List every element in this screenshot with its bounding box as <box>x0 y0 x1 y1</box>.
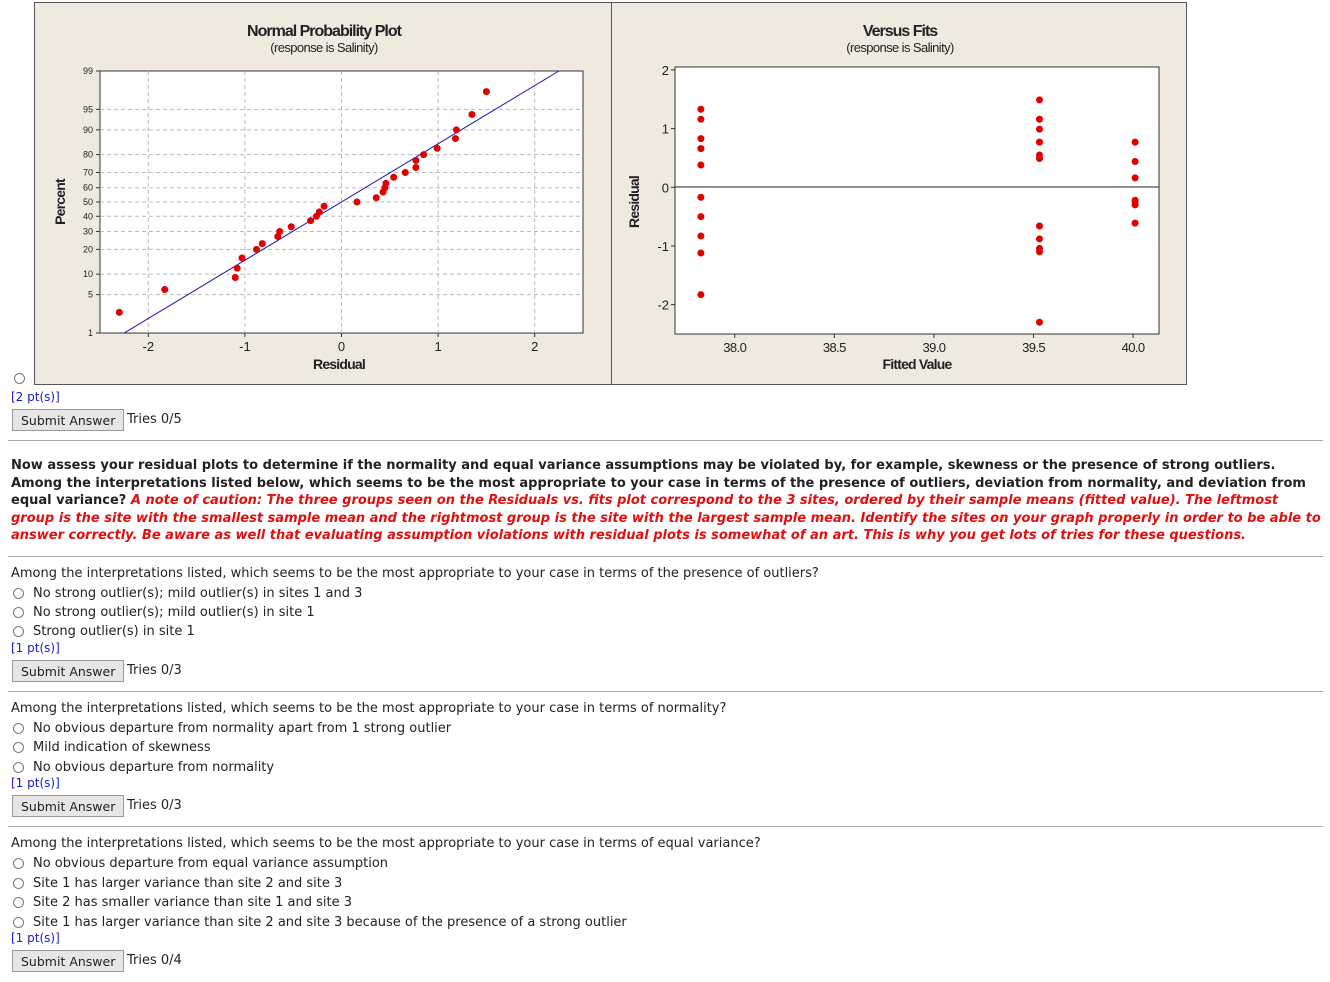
option-label: No obvious departure from normality apart from 1 strong outlier <box>33 720 452 736</box>
submit-answer-button[interactable]: Submit Answer <box>12 409 124 431</box>
normal-data-point <box>402 169 409 176</box>
normal-y-tick-label: 20 <box>82 244 93 255</box>
divider <box>8 440 1323 441</box>
radio-button[interactable] <box>13 878 24 889</box>
normal-data-point <box>452 135 459 142</box>
versus-fits-plot <box>612 3 1188 386</box>
fits-data-point <box>1036 235 1043 242</box>
tries-counter: Tries 0/3 <box>127 663 182 678</box>
fits-data-point <box>697 145 704 152</box>
outliers-option-3[interactable] <box>13 622 195 640</box>
fits-plot-title: Versus Fits <box>862 23 938 40</box>
divider <box>8 556 1323 557</box>
fits-data-point <box>1036 155 1043 162</box>
normal-data-point <box>259 240 266 247</box>
normality-option-3[interactable] <box>13 758 274 776</box>
option-label: No strong outlier(s); mild outlier(s) in site 1 <box>33 604 315 620</box>
option-label: Strong outlier(s) in site 1 <box>33 623 195 639</box>
fits-y-tick-label: 1 <box>661 121 669 137</box>
normal-y-tick-label: 30 <box>82 226 93 237</box>
normal-plot-subtitle: (response is Salinity) <box>270 40 378 55</box>
radio-button[interactable] <box>13 607 24 618</box>
normal-data-point <box>234 265 241 272</box>
normality-option-1[interactable] <box>13 719 451 737</box>
instructions-caution: A note of caution: The three groups seen on the Residuals vs. fits plot correspond to the 3 sites, ordered by their sample means (fitted value). The leftmost group is the site with the smallest sample mean and the rightmost group is the site with the largest sample mean. Identify the sites on your graph properly in order to be able to answer correctly. Be aware as well that evaluating assumption violations with residual plots is somewhat of an art. This is why you get lots of tries for these questions. <box>11 493 1321 543</box>
normal-x-tick-label: 2 <box>531 339 539 354</box>
fits-plot-subtitle: (response is Salinity) <box>846 40 954 55</box>
fits-data-point <box>1036 116 1043 123</box>
fits-data-point <box>1132 198 1139 205</box>
normal-y-tick-label: 1 <box>87 328 93 338</box>
option-label: Site 1 has larger variance than site 2 and site 3 because of the presence of a strong outlier <box>33 914 627 930</box>
fits-y-tick-label: -1 <box>657 238 669 254</box>
fits-data-point <box>697 135 704 142</box>
normal-x-tick-label: -1 <box>239 339 251 354</box>
outliers-option-2[interactable] <box>13 603 315 621</box>
instructions <box>11 457 1323 545</box>
fits-data-point <box>1036 248 1043 255</box>
radio-button[interactable] <box>13 626 24 637</box>
normal-y-tick-label: 99 <box>82 66 93 76</box>
points-label: [1 pt(s)] <box>11 931 60 945</box>
fits-data-point <box>1132 174 1139 181</box>
tries-counter: Tries 0/4 <box>127 953 182 968</box>
normal-x-tick-label: 0 <box>337 339 346 354</box>
fits-x-tick-label: 39.5 <box>1022 340 1045 355</box>
outliers-question: Among the interpretations listed, which seems to be the most appropriate to your case in terms of the presence of outliers? <box>11 566 819 581</box>
normal-data-point <box>232 274 239 281</box>
normal-data-point <box>288 223 295 230</box>
option-label: No obvious departure from normality <box>33 759 275 775</box>
fits-data-point <box>697 106 704 113</box>
fits-x-tick-label: 40.0 <box>1121 340 1145 355</box>
fits-data-point <box>697 213 704 220</box>
option-label: Mild indication of skewness <box>33 739 211 755</box>
normality-question: Among the interpretations listed, which seems to be the most appropriate to your case in terms of normality? <box>11 701 727 716</box>
variance-option-2[interactable] <box>13 874 342 892</box>
variance-question: Among the interpretations listed, which seems to be the most appropriate to your case in terms of equal variance? <box>11 836 761 851</box>
variance-submit-button[interactable]: Submit Answer <box>12 950 124 972</box>
radio-button[interactable] <box>13 588 24 599</box>
normal-probability-plot <box>35 3 613 386</box>
normal-data-point <box>373 194 380 201</box>
fits-data-point <box>1036 319 1043 326</box>
fits-x-tick-label: 39.0 <box>922 340 946 355</box>
normal-y-tick-label: 50 <box>82 197 93 207</box>
normal-y-tick-label: 70 <box>82 167 93 178</box>
normal-plot-title: Normal Probability Plot <box>247 23 401 40</box>
radio-button[interactable] <box>13 742 24 753</box>
outliers-submit-button[interactable]: Submit Answer <box>12 660 124 682</box>
normal-data-point <box>390 174 397 181</box>
normal-y-tick-label: 95 <box>82 104 93 115</box>
plot-answer-radio[interactable] <box>14 373 25 384</box>
normal-data-point <box>307 217 314 224</box>
normal-data-point <box>316 208 323 215</box>
normal-data-point <box>239 254 246 261</box>
points-label: [1 pt(s)] <box>11 641 60 655</box>
normal-data-point <box>412 164 419 171</box>
fits-data-point <box>1036 139 1043 146</box>
normal-data-point <box>483 88 490 95</box>
normal-data-point <box>353 199 360 206</box>
outliers-option-1[interactable] <box>13 584 362 602</box>
option-label: Site 2 has smaller variance than site 1 and site 3 <box>33 894 352 910</box>
normal-plot-xlabel: Residual <box>313 356 365 372</box>
radio-button[interactable] <box>13 858 24 869</box>
instructions-main: Now assess your residual plots to determine if the normality and equal variance assumptions may be violated by, for example, skewness or the presence of strong outliers. Among the interpretations listed below, which seems to be the most appropriate to your case in terms of the presence of outliers, deviation from normality, and deviation from equal variance? <box>11 458 1306 508</box>
normal-y-tick-label: 60 <box>82 182 93 193</box>
fits-data-point <box>697 250 704 257</box>
tries-counter: Tries 0/5 <box>127 412 182 427</box>
variance-option-3[interactable] <box>13 893 352 911</box>
radio-button[interactable] <box>13 917 24 928</box>
fits-data-point <box>1036 126 1043 133</box>
fits-y-tick-label: 0 <box>661 180 669 196</box>
normal-y-tick-label: 80 <box>82 149 93 160</box>
radio-button[interactable] <box>13 897 24 908</box>
normal-data-point <box>116 309 123 316</box>
option-label: No strong outlier(s); mild outlier(s) in sites 1 and 3 <box>33 585 363 601</box>
fits-y-tick-label: 2 <box>661 62 669 78</box>
fits-data-point <box>1132 220 1139 227</box>
normal-y-tick-label: 5 <box>87 289 93 300</box>
normal-y-tick-label: 10 <box>82 269 93 280</box>
points-label: [1 pt(s)] <box>11 776 60 790</box>
normal-probability-plot-panel <box>34 2 612 385</box>
normal-x-tick-label: -2 <box>142 339 155 354</box>
fits-data-point <box>697 194 704 201</box>
option-label: No obvious departure from equal variance assumption <box>33 855 389 871</box>
normal-data-point <box>453 126 460 133</box>
points-label: [2 pt(s)] <box>11 390 60 404</box>
normal-x-tick-label: 1 <box>434 339 442 354</box>
fits-data-point <box>697 291 704 298</box>
fits-y-tick-label: -2 <box>657 297 669 313</box>
fits-plot-xlabel: Fitted Value <box>882 356 952 372</box>
normal-data-point <box>420 151 427 158</box>
normal-data-point <box>434 145 441 152</box>
normal-data-point <box>468 111 475 118</box>
fits-data-point <box>697 161 704 168</box>
variance-option-4[interactable] <box>13 913 627 931</box>
tries-counter: Tries 0/3 <box>127 798 182 813</box>
fits-data-point <box>1132 139 1139 146</box>
normal-data-point <box>253 246 260 253</box>
normal-data-point <box>321 203 328 210</box>
versus-fits-plot-panel <box>611 2 1187 385</box>
fits-data-point <box>1036 223 1043 230</box>
normal-data-point <box>161 286 168 293</box>
fits-data-point <box>1036 96 1043 103</box>
variance-option-1[interactable] <box>13 854 388 872</box>
option-label: Site 1 has larger variance than site 2 and site 3 <box>33 875 343 891</box>
normality-submit-button[interactable]: Submit Answer <box>12 795 124 817</box>
normal-data-point <box>276 228 283 235</box>
divider <box>8 691 1323 692</box>
normal-data-point <box>412 157 419 164</box>
fits-plot-area <box>675 67 1159 334</box>
fits-x-tick-label: 38.0 <box>723 340 747 355</box>
normal-data-point <box>382 180 389 187</box>
fits-plot-ylabel: Residual <box>626 176 642 228</box>
fits-data-point <box>1132 158 1139 165</box>
normality-option-2[interactable] <box>13 738 211 756</box>
fits-x-tick-label: 38.5 <box>822 340 846 355</box>
radio-button[interactable] <box>13 723 24 734</box>
fits-data-point <box>697 233 704 240</box>
radio-button[interactable] <box>13 762 24 773</box>
normal-y-tick-label: 90 <box>82 124 93 135</box>
fits-data-point <box>697 116 704 123</box>
normal-y-tick-label: 40 <box>82 211 93 222</box>
divider <box>8 826 1323 827</box>
normal-plot-ylabel: Percent <box>52 179 68 225</box>
